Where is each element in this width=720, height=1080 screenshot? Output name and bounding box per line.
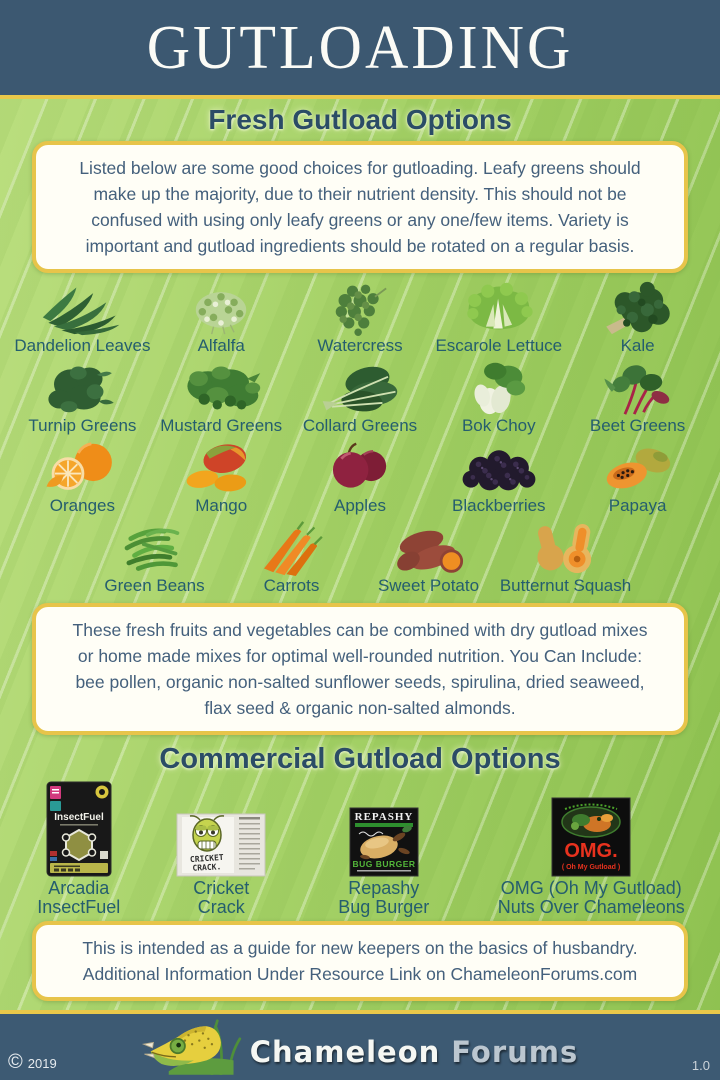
chameleon-forums-logo [142,1017,579,1080]
product-item [476,781,706,917]
fresh-food-grid [0,279,720,595]
note-line: This is intended as a guide for new keepers on the basics of husbandry. [82,938,638,958]
outro-line: flax seed & organic non-salted almonds. [204,698,516,718]
fresh-food-row-3 [13,439,707,515]
food-item [223,519,360,595]
food-item [13,439,152,515]
commercial-options-heading: Commercial Gutload Options [159,743,561,775]
butternut-squash-icon [520,519,612,576]
fresh-food-row-4 [86,519,634,595]
oranges-icon [36,439,128,496]
food-label: Oranges [49,496,115,515]
food-item [429,359,568,435]
dandelion-leaves-icon [36,279,128,336]
food-item [291,439,430,515]
food-label: Dandelion Leaves [14,336,151,355]
blackberries-icon [453,439,545,496]
mix-suggestions-box [32,603,688,735]
food-label: Escarole Lettuce [435,336,563,355]
fresh-food-row-1 [13,279,707,355]
svg-text:CRACK.: CRACK. [192,862,222,873]
footer-bar [0,1010,720,1080]
commercial-products-row [10,781,710,917]
food-item [568,279,707,355]
food-label: Bok Choy [461,416,536,435]
svg-text:( Oh My Gutload ): ( Oh My Gutload ) [562,864,621,871]
turnip-greens-icon [36,359,128,416]
food-item [152,279,291,355]
alfalfa-icon [175,279,267,336]
food-item [291,279,430,355]
food-label: Green Beans [104,576,205,595]
food-label: Collard Greens [302,416,418,435]
sweet-potato-icon [383,519,475,576]
food-label: Blackberries [452,496,546,515]
svg-text:REPASHY: REPASHY [354,811,414,823]
svg-text:OMG.: OMG. [564,840,618,862]
food-label: Papaya [608,496,667,515]
food-label: Butternut Squash [499,576,632,595]
food-item [497,519,634,595]
food-label: Watercress [317,336,403,355]
product-item [299,781,469,917]
svg-text:InsectFuel: InsectFuel [54,812,104,823]
intro-line: confused with using only leafy greens or any one/few items. Variety is [91,210,629,230]
omg-gutload-product-image [551,781,631,877]
food-label: Mustard Greens [160,416,283,435]
food-label: Apples [334,496,386,515]
food-item [291,359,430,435]
intro-line: important and gutload ingredients should be rotated on a regular basis. [85,236,635,256]
version-number: 1.0 [691,1058,710,1073]
food-item [152,359,291,435]
bok-choy-icon [453,359,545,416]
food-label: Kale [620,336,655,355]
fresh-options-heading: Fresh Gutload Options [208,104,512,135]
watercress-icon [314,279,406,336]
food-label: Alfalfa [197,336,245,355]
food-label: Beet Greens [589,416,686,435]
escarole-lettuce-icon [453,279,545,336]
food-item [152,439,291,515]
beet-greens-icon [592,359,684,416]
note-line: Additional Information Under Resource Link on ChameleonForums.com [82,964,638,984]
collard-greens-icon [314,359,406,416]
svg-text:CRICKET: CRICKET [189,852,225,865]
product-item [14,781,144,917]
header-banner [0,0,720,99]
food-label: Carrots [263,576,320,595]
mango-icon [175,439,267,496]
green-beans-icon [109,519,201,576]
product-label: OMG (Oh My Gutload) Nuts Over Chameleons [497,878,685,917]
food-item [360,519,497,595]
carrots-icon [246,519,338,576]
food-label: Mango [195,496,248,515]
food-item [429,279,568,355]
apples-icon [314,439,406,496]
intro-line: make up the majority, due to their nutrient density. This should not be [93,184,627,204]
product-label: Cricket Crack [193,878,250,917]
copyright-notice: © 2019 [8,1051,57,1073]
product-label: Repashy Bug Burger [338,878,430,917]
leaf-background [0,99,720,1010]
food-item [13,279,152,355]
logo-text-chameleon: Chameleon [249,1035,441,1069]
food-item [13,359,152,435]
food-item [568,439,707,515]
food-item [568,359,707,435]
footer-note-box [32,921,688,1001]
page-title: GUTLOADING [146,12,574,82]
chameleon-mascot-icon [142,1017,250,1080]
food-label: Turnip Greens [28,416,137,435]
arcadia-insectfuel-product-image [46,781,112,877]
intro-text-box [32,141,688,273]
papaya-icon [592,439,684,496]
outro-line: These fresh fruits and vegetables can be combined with dry gutload mixes [72,620,648,640]
food-item [86,519,223,595]
outro-line: or home made mixes for optimal well-rounded nutrition. You Can Include: [77,646,643,666]
copyright-icon: © [8,1051,23,1073]
repashy-bug-burger-product-image [349,781,419,877]
food-label: Sweet Potato [377,576,480,595]
food-item [429,439,568,515]
product-item [151,781,291,917]
kale-icon [592,279,684,336]
outro-line: bee pollen, organic non-salted sunflower seeds, spirulina, dried seaweed, [75,672,645,692]
logo-text-forums: Forums [451,1035,579,1069]
intro-line: Listed below are some good choices for gutloading. Leafy greens should [79,158,641,178]
cricket-crack-product-image [176,781,266,877]
product-label: Arcadia InsectFuel [37,878,121,917]
svg-text:BUG BURGER: BUG BURGER [352,859,416,869]
fresh-food-row-2 [13,359,707,435]
mustard-greens-icon [175,359,267,416]
